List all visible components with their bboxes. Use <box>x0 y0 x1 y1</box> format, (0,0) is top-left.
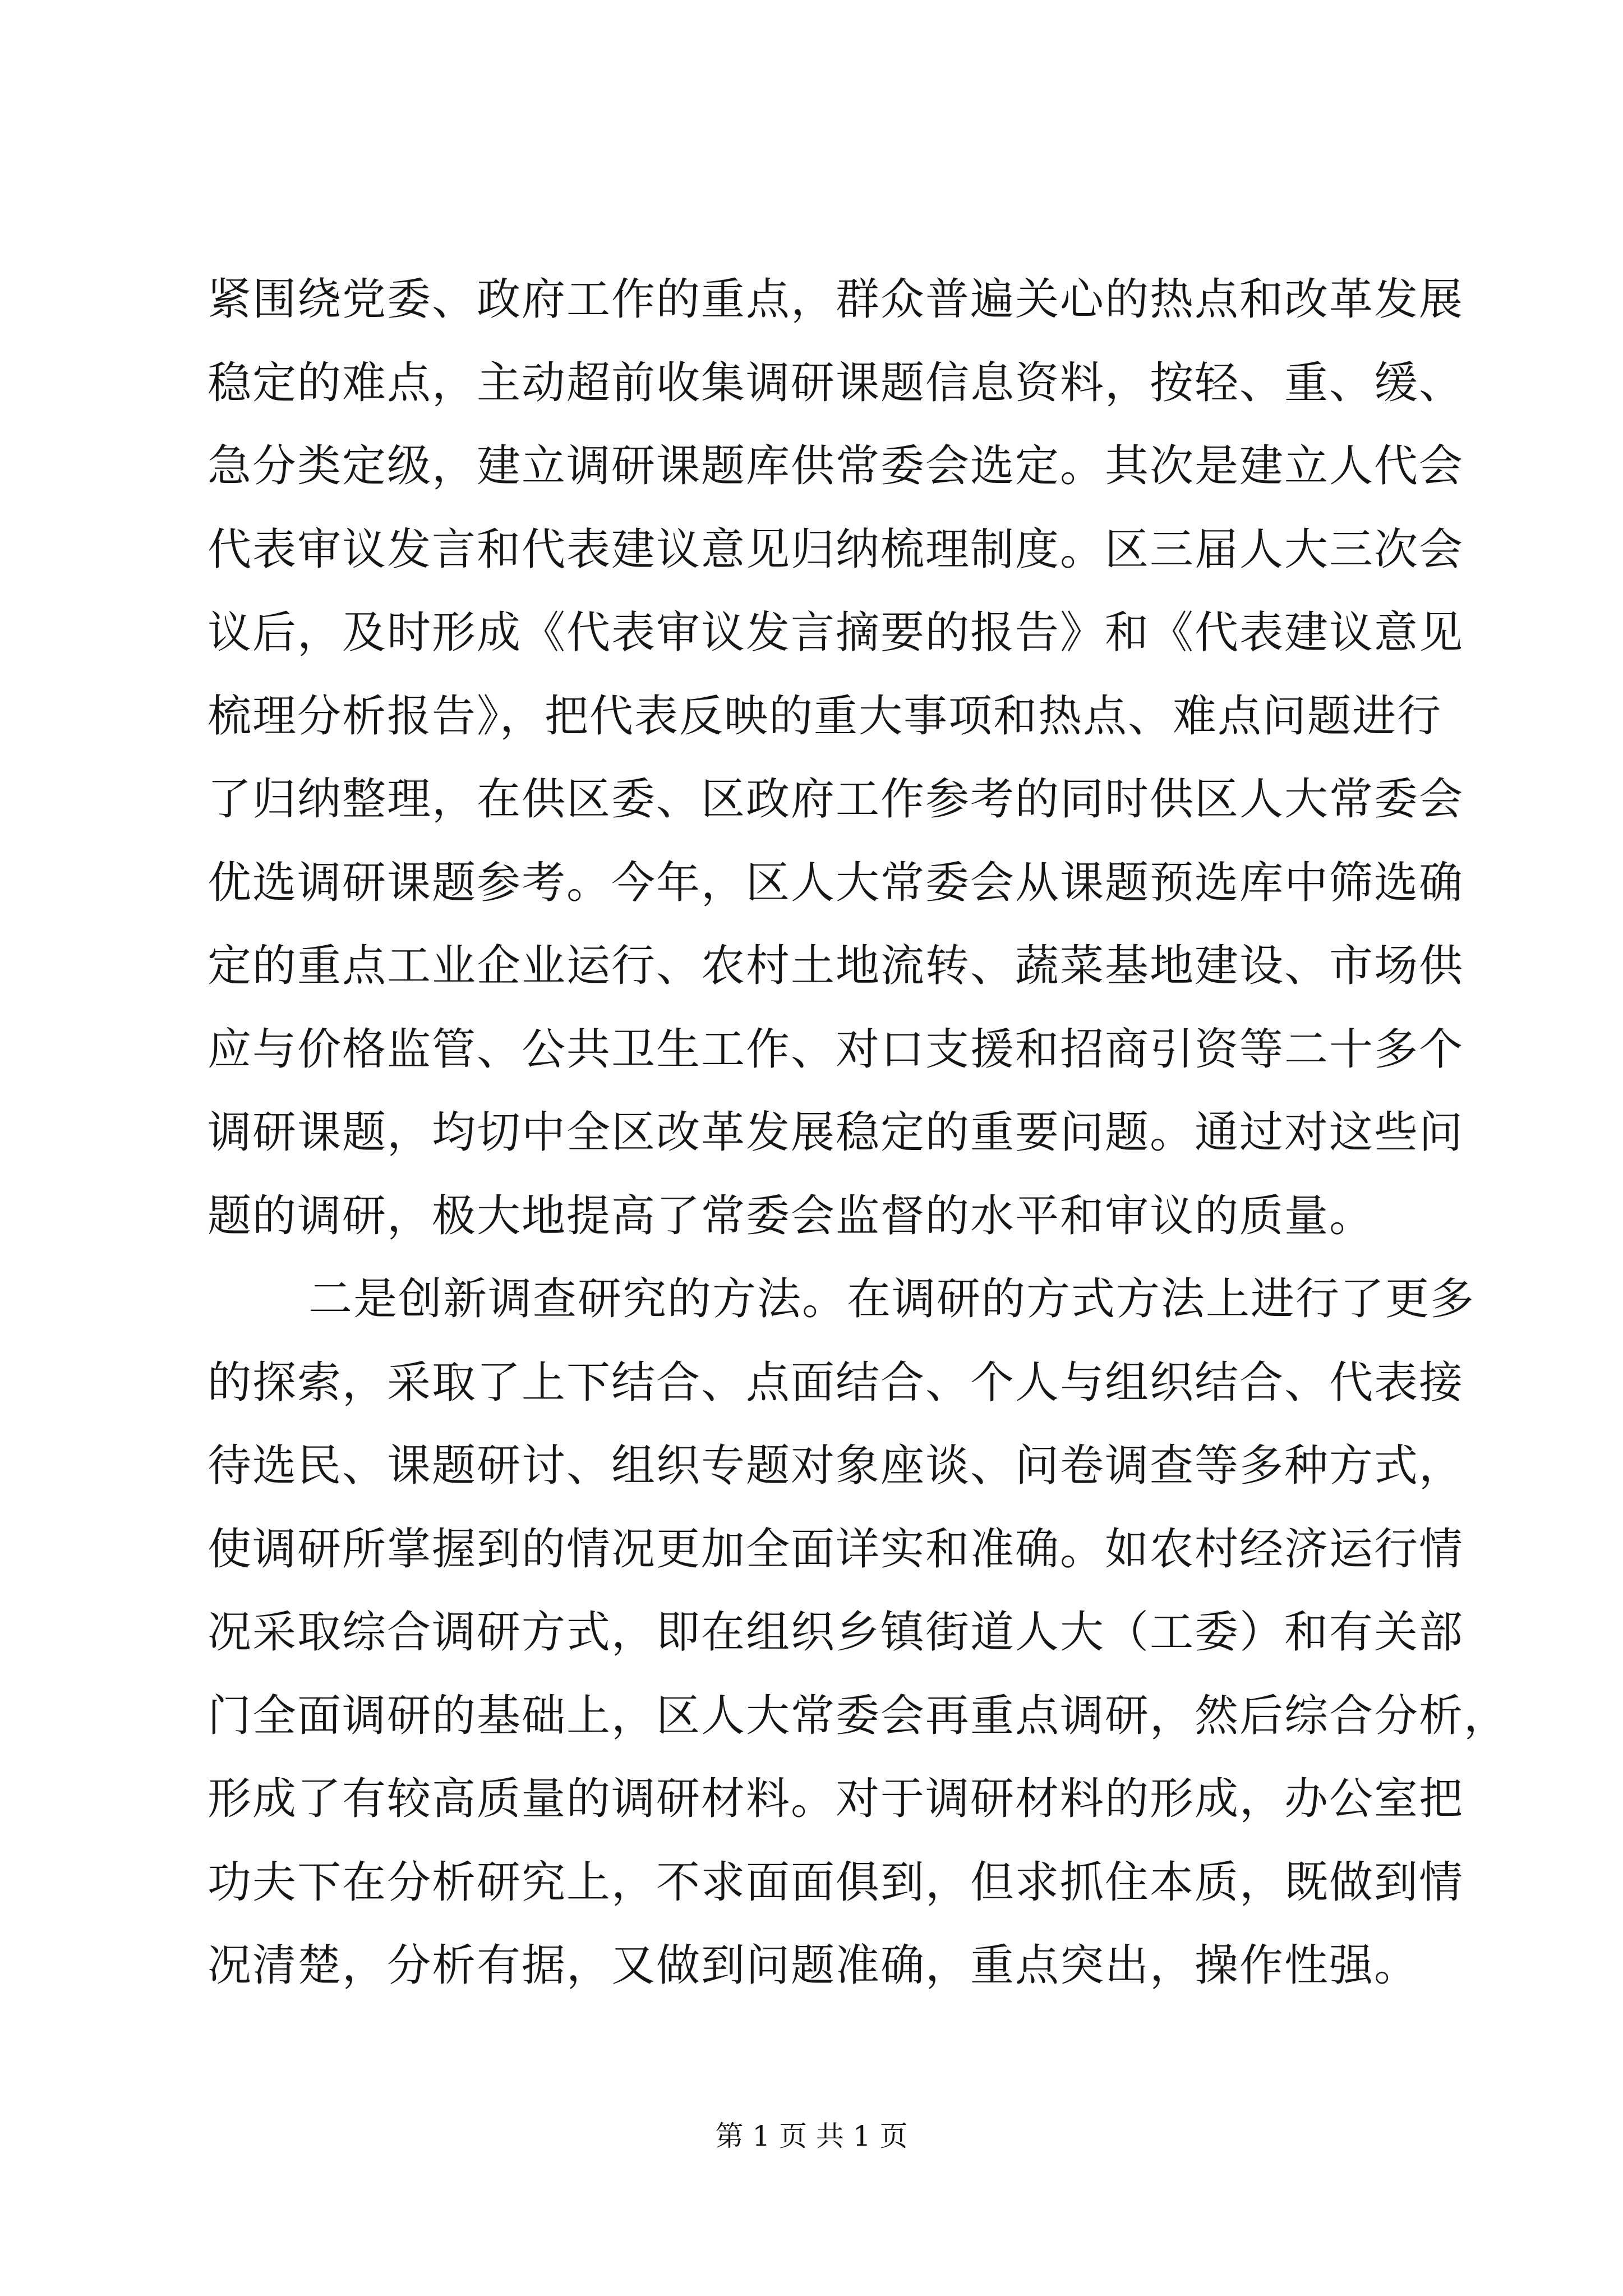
text-line: 急分类定级，建立调研课题库供常委会选定。其次是建立人代会 <box>208 441 1464 491</box>
text-line: 议后，及时形成《代表审议发言摘要的报告》和《代表建议意见 <box>208 608 1464 658</box>
text-line: 使调研所掌握到的情况更加全面详实和准确。如农村经济运行情 <box>208 1524 1464 1575</box>
text-line: 梳理分析报告》，把代表反映的重大事项和热点、难点问题进行 <box>208 691 1442 742</box>
paragraph-first-line: 二是创新调查研究的方法。在调研的方式方法上进行了更多 <box>308 1274 1476 1324</box>
text-line: 稳定的难点，主动超前收集调研课题信息资料，按轻、重、缓、 <box>208 357 1464 408</box>
text-line: 调研课题，均切中全区改革发展稳定的重要问题。通过对这些问 <box>208 1107 1464 1158</box>
text-line: 了归纳整理，在供区委、区政府工作参考的同时供区人大常委会 <box>208 774 1464 825</box>
page-footer: 第 1 页 共 1 页 <box>715 2120 908 2152</box>
text-line: 况采取综合调研方式，即在组织乡镇街道人大（工委）和有关部 <box>208 1607 1464 1658</box>
text-line: 优选调研课题参考。今年，区人大常委会从课题预选库中筛选确 <box>208 857 1464 908</box>
text-line: 定的重点工业企业运行、农村土地流转、蔬菜基地建设、市场供 <box>208 941 1464 991</box>
text-line: 紧围绕党委、政府工作的重点，群众普遍关心的热点和改革发展 <box>208 274 1464 325</box>
text-line: 况清楚，分析有据，又做到问题准确，重点突出，操作性强。 <box>208 1940 1419 1991</box>
text-line: 的探索，采取了上下结合、点面结合、个人与组织结合、代表接 <box>208 1357 1464 1408</box>
text-line: 功夫下在分析研究上，不求面面俱到，但求抓住本质，既做到情 <box>208 1857 1464 1908</box>
text-line: 待选民、课题研讨、组织专题对象座谈、问卷调查等多种方式， <box>208 1441 1464 1491</box>
text-line: 应与价格监管、公共卫生工作、对口支援和招商引资等二十多个 <box>208 1024 1464 1075</box>
text-line: 形成了有较高质量的调研材料。对于调研材料的形成，办公室把 <box>208 1774 1464 1824</box>
text-line: 门全面调研的基础上，区人大常委会再重点调研，然后综合分析， <box>208 1690 1509 1741</box>
text-line: 代表审议发言和代表建议意见归纳梳理制度。区三届人大三次会 <box>208 524 1464 575</box>
document-body <box>208 258 1509 2008</box>
text-line: 题的调研，极大地提高了常委会监督的水平和审议的质量。 <box>208 1190 1375 1241</box>
